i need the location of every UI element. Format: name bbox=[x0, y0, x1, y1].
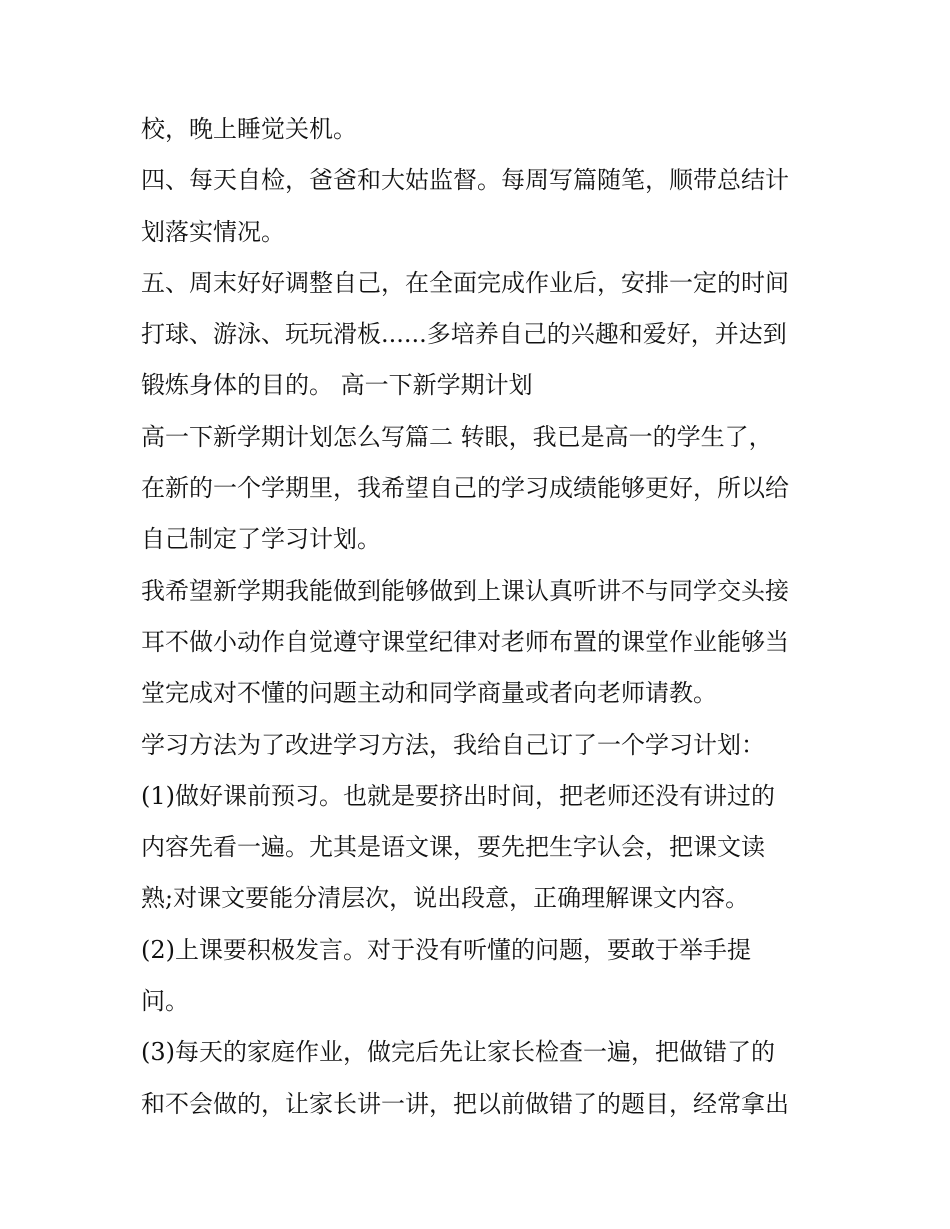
text-line: 四、每天自检，爸爸和大姑监督。每周写篇随笔，顺带总结计 bbox=[141, 166, 789, 195]
text-line: 划落实情况。 bbox=[141, 217, 285, 246]
text-line: 校，晚上睡觉关机。 bbox=[141, 115, 357, 143]
text-line: (1)做好课前预习。也就是要挤出时间，把老师还没有讲过的 bbox=[141, 781, 775, 810]
text-line: 熟;对课文要能分清层次，说出段意，正确理解课文内容。 bbox=[141, 884, 750, 913]
text-line: 高一下新学期计划怎么写篇二 转眼，我已是高一的学生了， bbox=[141, 422, 773, 451]
text-line: 内容先看一遍。尤其是语文课，要先把生字认会，把课文读 bbox=[141, 833, 765, 862]
text-line: 堂完成对不懂的问题主动和同学商量或者向老师请教。 bbox=[141, 679, 717, 708]
text-line: (2)上课要积极发言。对于没有听懂的问题，要敢于举手提 bbox=[141, 935, 751, 964]
text-line: 问。 bbox=[141, 987, 189, 1016]
document-body bbox=[141, 107, 821, 1133]
text-line: 五、周末好好调整自己，在全面完成作业后，安排一定的时间 bbox=[141, 268, 789, 297]
text-line: 学习方法为了改进学习方法，我给自己订了一个学习计划： bbox=[141, 730, 765, 759]
text-line: 在新的一个学期里，我希望自己的学习成绩能够更好，所以给 bbox=[141, 474, 789, 503]
text-line: (3)每天的家庭作业，做完后先让家长检查一遍，把做错了的 bbox=[141, 1038, 775, 1067]
text-line: 锻炼身体的目的。 高一下新学期计划 bbox=[141, 371, 533, 400]
text-line: 我希望新学期我能做到能够做到上课认真听讲不与同学交头接 bbox=[141, 576, 789, 605]
text-line: 自己制定了学习计划。 bbox=[141, 525, 381, 554]
text-line: 耳不做小动作自觉遵守课堂纪律对老师布置的课堂作业能够当 bbox=[141, 627, 789, 656]
text-line: 和不会做的，让家长讲一讲，把以前做错了的题目，经常拿出 bbox=[141, 1089, 789, 1118]
text-line: 打球、游泳、玩玩滑板......多培养自己的兴趣和爱好，并达到 bbox=[141, 320, 787, 349]
